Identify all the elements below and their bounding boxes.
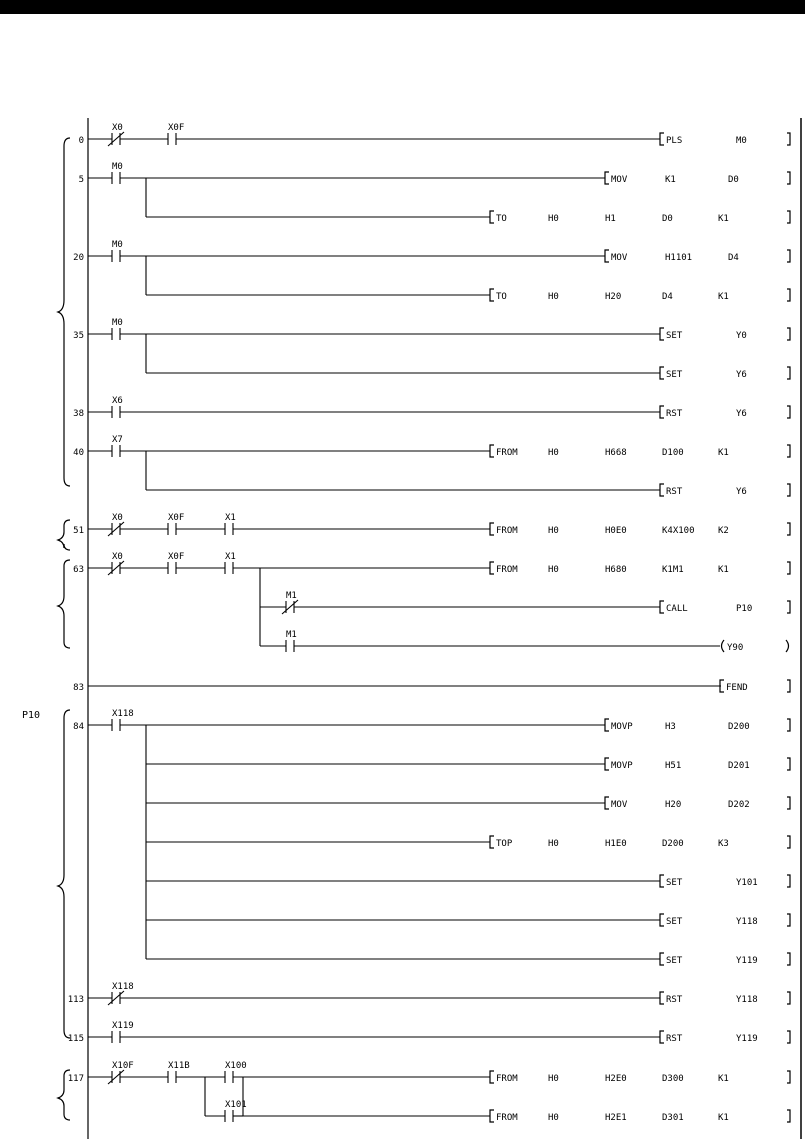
brace-group-1 xyxy=(58,138,70,486)
instruction-bracket-right xyxy=(787,875,790,887)
coil-right-arc xyxy=(786,640,789,652)
contact-label: X0F xyxy=(168,552,185,562)
instruction-operand: Y6 xyxy=(736,487,747,497)
step-number: 113 xyxy=(67,995,84,1005)
coil-label: Y90 xyxy=(727,643,744,653)
instruction-operand: H0 xyxy=(548,1074,559,1084)
instruction-bracket-right xyxy=(787,914,790,926)
instruction-operand: Y118 xyxy=(736,995,758,1005)
contact-label: X11B xyxy=(168,1061,190,1071)
instruction-bracket-right xyxy=(787,445,790,457)
step-number: 51 xyxy=(73,526,84,536)
brace-group-3 xyxy=(58,560,70,648)
contact-label: X0F xyxy=(168,513,185,523)
instruction-bracket-right xyxy=(787,523,790,535)
instruction-name: RST xyxy=(666,1034,683,1044)
instruction-operand: H0 xyxy=(548,292,559,302)
instruction-name: SET xyxy=(666,917,683,927)
instruction-bracket-left xyxy=(660,875,664,887)
instruction-bracket-left xyxy=(490,1071,494,1083)
instruction-operand: K2 xyxy=(718,526,729,536)
contact-label: X10F xyxy=(112,1061,134,1071)
instruction-operand: H20 xyxy=(605,292,622,302)
instruction-bracket-left xyxy=(605,172,609,184)
instruction-operand: P10 xyxy=(736,604,753,614)
instruction-name: FROM xyxy=(496,565,518,575)
instruction-name: RST xyxy=(666,487,683,497)
instruction-operand: D0 xyxy=(662,214,673,224)
instruction-operand: K1M1 xyxy=(662,565,684,575)
instruction-bracket-right xyxy=(787,211,790,223)
instruction-operand: D100 xyxy=(662,448,684,458)
contact-label: M1 xyxy=(286,591,297,601)
instruction-name: FROM xyxy=(496,448,518,458)
instruction-operand: H3 xyxy=(665,722,676,732)
instruction-name: SET xyxy=(666,331,683,341)
step-number: 5 xyxy=(78,175,84,185)
instruction-operand: H1E0 xyxy=(605,839,627,849)
step-number: 63 xyxy=(73,565,84,575)
instruction-operand: D202 xyxy=(728,800,750,810)
instruction-name: MOVP xyxy=(611,761,633,771)
contact-label: M0 xyxy=(112,318,123,328)
instruction-bracket-right xyxy=(787,1110,790,1122)
instruction-operand: H2E1 xyxy=(605,1113,627,1123)
instruction-bracket-left xyxy=(660,992,664,1004)
instruction-name: CALL xyxy=(666,604,688,614)
instruction-bracket-left xyxy=(605,719,609,731)
instruction-name: PLS xyxy=(666,136,683,146)
instruction-name: RST xyxy=(666,409,683,419)
contact-label: X118 xyxy=(112,982,134,992)
instruction-bracket-left xyxy=(490,1110,494,1122)
instruction-operand: H680 xyxy=(605,565,627,575)
instruction-bracket-right xyxy=(787,367,790,379)
contact-label: X0 xyxy=(112,513,123,523)
instruction-bracket-left xyxy=(660,133,664,145)
contact-label: X1 xyxy=(225,552,236,562)
instruction-operand: Y6 xyxy=(736,370,747,380)
instruction-bracket-right xyxy=(787,406,790,418)
instruction-bracket-right xyxy=(787,719,790,731)
instruction-bracket-left xyxy=(605,797,609,809)
instruction-bracket-left xyxy=(660,1031,664,1043)
instruction-bracket-right xyxy=(787,1071,790,1083)
instruction-operand: H0E0 xyxy=(605,526,627,536)
brace-group-4 xyxy=(58,710,70,1038)
instruction-name: MOV xyxy=(611,175,628,185)
instruction-operand: H1101 xyxy=(665,253,693,263)
instruction-bracket-right xyxy=(787,1031,790,1043)
instruction-operand: H0 xyxy=(548,526,559,536)
instruction-bracket-right xyxy=(787,758,790,770)
instruction-name: MOVP xyxy=(611,722,633,732)
step-number: 40 xyxy=(73,448,84,458)
instruction-operand: K1 xyxy=(718,448,729,458)
instruction-operand: D301 xyxy=(662,1113,684,1123)
contact-label: X7 xyxy=(112,435,123,445)
instruction-operand: K4X100 xyxy=(662,526,695,536)
contact-label: X1 xyxy=(225,513,236,523)
instruction-operand: D201 xyxy=(728,761,750,771)
instruction-name: TOP xyxy=(496,839,513,849)
contact-label: X0 xyxy=(112,552,123,562)
instruction-bracket-left xyxy=(490,562,494,574)
instruction-bracket-left xyxy=(660,367,664,379)
instruction-name: MOV xyxy=(611,253,628,263)
instruction-operand: K1 xyxy=(718,292,729,302)
instruction-name: SET xyxy=(666,878,683,888)
contact-label: X101 xyxy=(225,1100,247,1110)
instruction-bracket-left xyxy=(490,289,494,301)
instruction-operand: Y118 xyxy=(736,917,758,927)
instruction-operand: D0 xyxy=(728,175,739,185)
instruction-name: TO xyxy=(496,292,507,302)
instruction-bracket-right xyxy=(787,562,790,574)
instruction-bracket-left xyxy=(605,250,609,262)
instruction-operand: Y0 xyxy=(736,331,747,341)
instruction-operand: D4 xyxy=(728,253,739,263)
instruction-operand: H668 xyxy=(605,448,627,458)
instruction-bracket-left xyxy=(490,211,494,223)
instruction-bracket-left xyxy=(490,523,494,535)
contact-label: X0 xyxy=(112,123,123,133)
instruction-bracket-left xyxy=(490,836,494,848)
instruction-operand: H0 xyxy=(548,448,559,458)
instruction-bracket-right xyxy=(787,328,790,340)
step-number: 84 xyxy=(73,722,84,732)
instruction-bracket-left xyxy=(660,484,664,496)
instruction-bracket-left xyxy=(660,601,664,613)
instruction-operand: H51 xyxy=(665,761,682,771)
step-number: 38 xyxy=(73,409,84,419)
instruction-operand: K1 xyxy=(665,175,676,185)
contact-label: X119 xyxy=(112,1021,134,1031)
instruction-bracket-right xyxy=(787,289,790,301)
instruction-bracket-left xyxy=(660,953,664,965)
instruction-operand: K1 xyxy=(718,1074,729,1084)
instruction-operand: M0 xyxy=(736,136,747,146)
instruction-operand: Y119 xyxy=(736,956,758,966)
instruction-bracket-left xyxy=(605,758,609,770)
instruction-bracket-right xyxy=(787,680,790,692)
contact-label: M0 xyxy=(112,240,123,250)
instruction-name: SET xyxy=(666,370,683,380)
instruction-name: FROM xyxy=(496,526,518,536)
instruction-operand: K1 xyxy=(718,214,729,224)
instruction-name: FEND xyxy=(726,683,748,693)
instruction-bracket-right xyxy=(787,484,790,496)
instruction-operand: D300 xyxy=(662,1074,684,1084)
instruction-operand: D200 xyxy=(662,839,684,849)
instruction-operand: Y101 xyxy=(736,878,758,888)
instruction-bracket-left xyxy=(660,406,664,418)
instruction-operand: K1 xyxy=(718,565,729,575)
instruction-operand: Y119 xyxy=(736,1034,758,1044)
instruction-operand: H0 xyxy=(548,565,559,575)
instruction-bracket-left xyxy=(660,328,664,340)
instruction-operand: K3 xyxy=(718,839,729,849)
instruction-operand: D4 xyxy=(662,292,673,302)
contact-label: M0 xyxy=(112,162,123,172)
contact-label: X6 xyxy=(112,396,123,406)
step-number: 35 xyxy=(73,331,84,341)
instruction-operand: H0 xyxy=(548,1113,559,1123)
step-number: 0 xyxy=(78,136,84,146)
instruction-bracket-right xyxy=(787,797,790,809)
instruction-bracket-left xyxy=(720,680,724,692)
instruction-bracket-right xyxy=(787,953,790,965)
instruction-operand: Y6 xyxy=(736,409,747,419)
brace-group-2 xyxy=(58,520,70,550)
subroutine-label: P10 xyxy=(22,710,41,721)
instruction-bracket-left xyxy=(660,914,664,926)
instruction-operand: H2E0 xyxy=(605,1074,627,1084)
instruction-name: FROM xyxy=(496,1113,518,1123)
instruction-bracket-right xyxy=(787,172,790,184)
coil-left-arc xyxy=(722,640,725,652)
instruction-bracket-right xyxy=(787,992,790,1004)
step-number: 117 xyxy=(67,1074,84,1084)
instruction-bracket-right xyxy=(787,601,790,613)
instruction-bracket-left xyxy=(490,445,494,457)
contact-label: M1 xyxy=(286,630,297,640)
instruction-name: RST xyxy=(666,995,683,1005)
instruction-name: SET xyxy=(666,956,683,966)
instruction-operand: H0 xyxy=(548,214,559,224)
instruction-operand: D200 xyxy=(728,722,750,732)
instruction-operand: K1 xyxy=(718,1113,729,1123)
instruction-name: FROM xyxy=(496,1074,518,1084)
instruction-operand: H0 xyxy=(548,839,559,849)
instruction-bracket-right xyxy=(787,133,790,145)
step-number: 20 xyxy=(73,253,84,263)
group-braces xyxy=(58,138,70,1120)
step-number: 83 xyxy=(73,683,84,693)
instruction-name: MOV xyxy=(611,800,628,810)
instruction-name: TO xyxy=(496,214,507,224)
instruction-operand: H1 xyxy=(605,214,616,224)
step-number: 115 xyxy=(67,1034,84,1044)
contact-label: X118 xyxy=(112,709,134,719)
instruction-bracket-right xyxy=(787,836,790,848)
contact-label: X0F xyxy=(168,123,185,133)
contact-label: X100 xyxy=(225,1061,247,1071)
instruction-bracket-right xyxy=(787,250,790,262)
rungs xyxy=(68,123,790,1123)
instruction-operand: H20 xyxy=(665,800,682,810)
